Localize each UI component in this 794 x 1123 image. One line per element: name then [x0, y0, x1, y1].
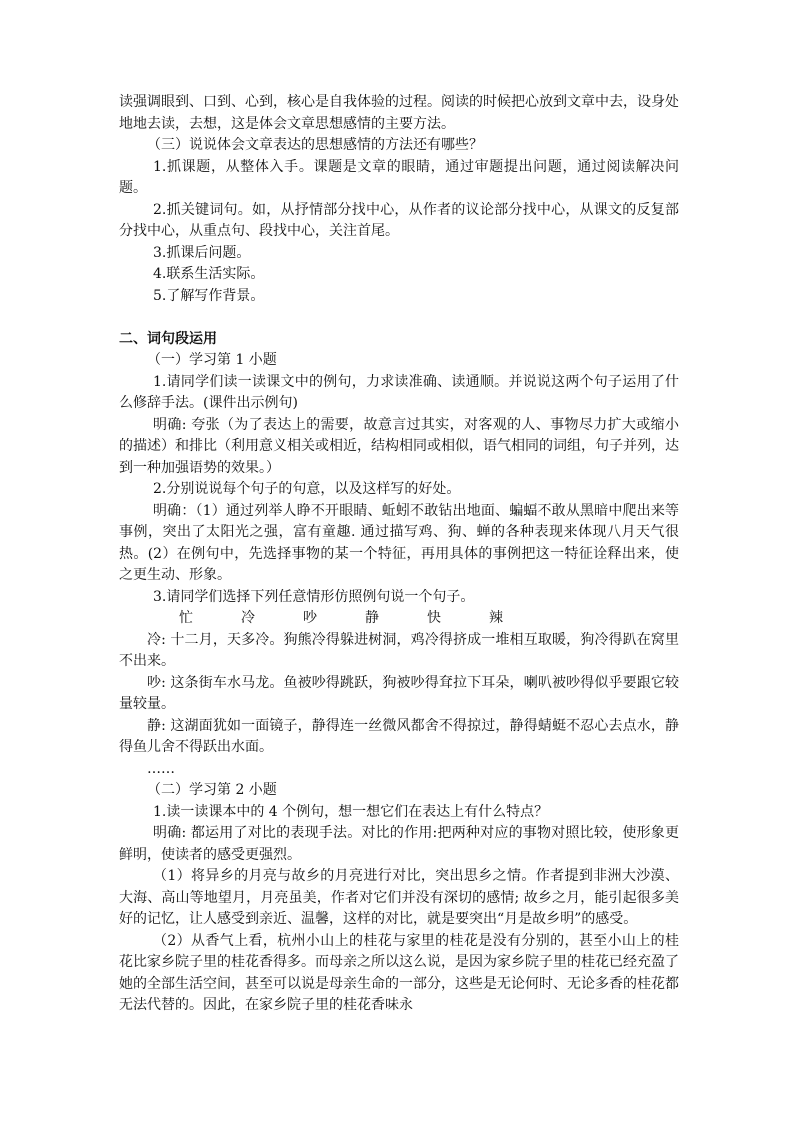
word-item: 忙: [179, 610, 193, 626]
paragraph-p21: （2）从香气上看，杭州小山上的桂花与家里的桂花是没有分别的，甚至小山上的桂花比家乡院子里的桂花香得多。而母亲之所以这么说，是因为家乡院子里的桂花已经充盈了她的全部生活空间，甚至可以说是母亲生命的一部分，这些是无论何时、无论多香的桂花都无法代替的。因此，在家乡院子里的桂花香味永: [119, 932, 679, 1013]
paragraph-p20: （1）将异乡的月亮与故乡的月亮进行对比，突出思乡之情。作者提到非洲大沙漠、大海、高山等地望月，月亮虽美，作者对它们并没有深切的感情; 故乡之月，能引起很多美好的记忆，让人感受到亲近、温馨，这样的对比，就是要突出“月是故乡明”的感受。: [119, 868, 679, 927]
paragraph-p5: 4.联系生活实际。: [153, 266, 265, 282]
paragraph-p14: 吵: 这条街车水马龙。鱼被吵得跳跃，狗被吵得耷拉下耳朵，喇叭被吵得似乎要跟它较量较量。: [119, 674, 679, 712]
word-item: 静: [365, 610, 379, 626]
document-page: [119, 92, 679, 1017]
paragraph-p12: 3.请同学们选择下列任意情形仿照例句说一个句子。: [153, 588, 475, 605]
paragraph-p2: 1.抓课题，从整体入手。课题是文章的眼睛，通过审题提出问题，通过阅读解决问题。: [119, 158, 679, 196]
paragraph-p9: 明确: 夸张（为了表达上的需要，故意言过其实，对客观的人、事物尽力扩大或缩小的描述）和排比（利用意义相关或相近，结构相同或相似，语气相同的词组，句子并列，达到一种加强语势的效果。）: [119, 416, 679, 476]
paragraph-p15: 静: 这湖面犹如一面镜子，静得连一丝微风都舍不得掠过，静得蜻蜓不忍心去点水，静得鱼儿舍不得跃出水面。: [119, 717, 679, 755]
word-item: 快: [427, 610, 441, 626]
paragraph-p7: （一）学习第 1 小题: [147, 352, 277, 368]
word-item: 吵: [303, 610, 317, 626]
word-list: [119, 608, 679, 630]
paragraph-p8: 1.请同学们读一读课文中的例句，力求读准确、读通顺。并说说这两个句子运用了什么修辞手法。(课件出示例句): [119, 373, 679, 411]
paragraph-p10: 2.分别说说每个句子的句意，以及这样写的好处。: [153, 481, 461, 497]
paragraph-p17: （二）学习第 2 小题: [147, 782, 277, 798]
paragraph-p11: 明确：（1）通过列举人睁不开眼睛、蚯蚓不敢钻出地面、蝙蝠不敢从黑暗中爬出来等事例，突出了太阳光之强，富有童趣. 通过描写鸡、狗、蝉的各种表现来体现八月天气很热。(2）在例句中，先选择事物的某一个特征，再用具体的事例把这一特征诠释出来，使之更生动、形象。: [119, 502, 679, 583]
section-two-part-two: [119, 630, 679, 1017]
section-title: 二、词句段运用: [119, 330, 217, 347]
paragraph-p13: 冷: 十二月，天多冷。狗熊冷得躲进树洞，鸡冷得挤成一堆相互取暖，狗冷得趴在窝里不出来。: [119, 631, 679, 669]
paragraph-p19: 明确: 都运用了对比的表现手法。对比的作用:把两种对应的事物对照比较，使形象更鲜明，使读者的感受更强烈。: [119, 825, 679, 863]
paragraph-p3: 2.抓关键词句。如，从抒情部分找中心，从作者的议论部分找中心，从课文的反复部分找中心，从重点句、段找中心，关注首尾。: [119, 201, 679, 239]
section-one-continuation: [119, 92, 679, 307]
paragraph-p4: 3.抓课后问题。: [153, 244, 251, 261]
word-item: 辣: [489, 610, 503, 626]
word-item: 冷: [241, 610, 255, 626]
paragraph-p18: 1.读一读课本中的 4 个例句，想一想它们在表达上有什么特点？: [153, 803, 549, 820]
paragraph-p0: 读强调眼到、口到、心到，核心是自我体验的过程。阅读的时候把心放到文章中去，设身处地地去读，去想，这是体会文章思想感情的主要方法。: [119, 94, 679, 132]
paragraph-p16: ……: [147, 760, 175, 777]
paragraph-gap: [119, 307, 679, 329]
paragraph-p1: （三）说说体会文章表达的思想感情的方法还有哪些？: [147, 137, 483, 153]
paragraph-p6: 5.了解写作背景。: [153, 287, 265, 304]
section-two-part-one: [119, 350, 679, 608]
